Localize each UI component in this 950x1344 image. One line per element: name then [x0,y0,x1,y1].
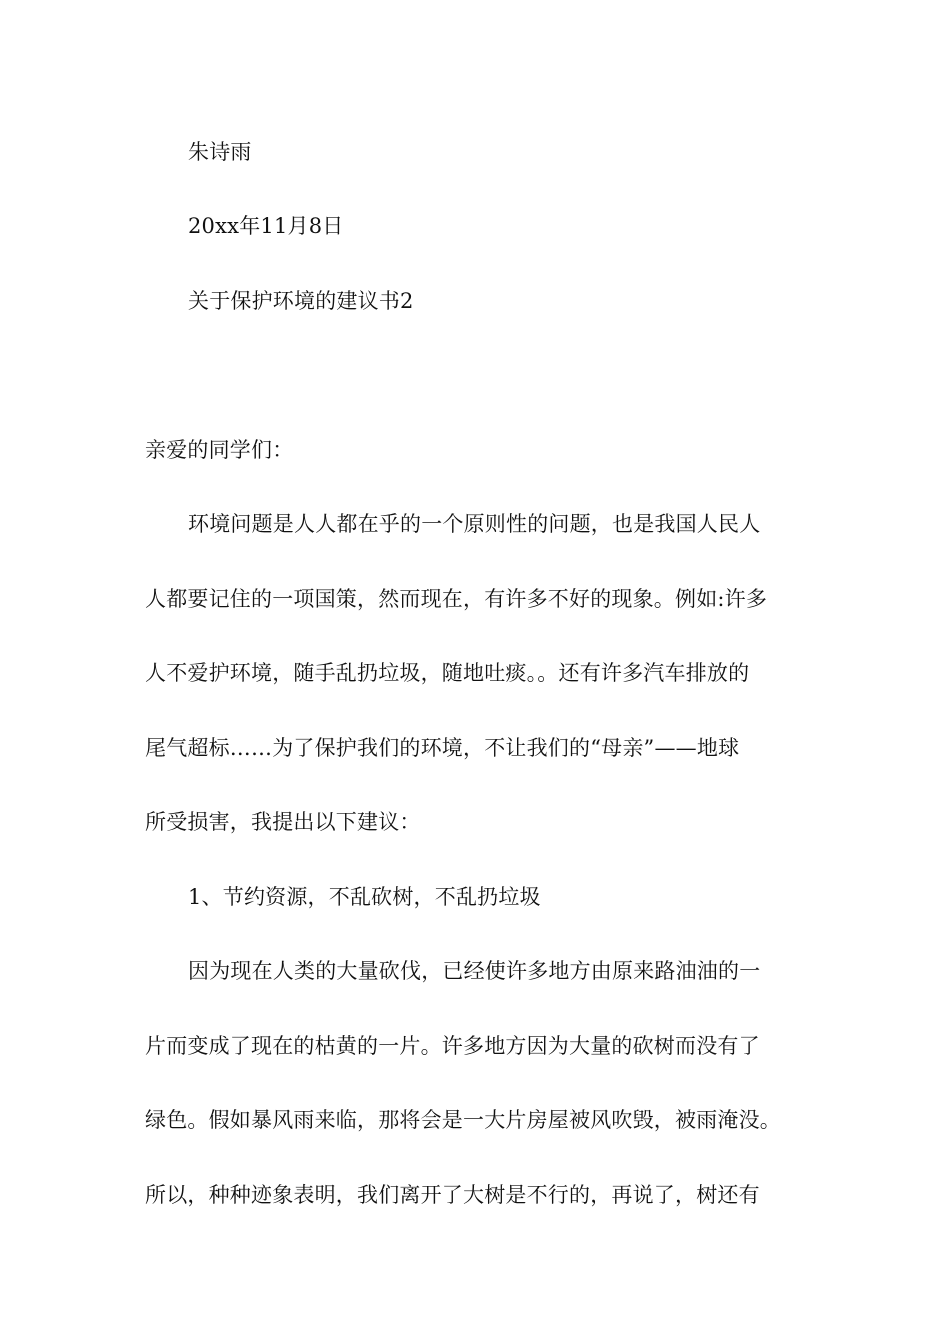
paragraph-line: 尾气超标……为了保护我们的环境，不让我们的“母亲”——地球 [145,736,740,760]
paragraph-line: 绿色。假如暴风雨来临，那将会是一大片房屋被风吹毁，被雨淹没。 [145,1108,781,1132]
signature-name: 朱诗雨 [188,140,252,164]
paragraph-line: 所受损害，我提出以下建议： [145,810,421,834]
paragraph-line: 片而变成了现在的枯黄的一片。许多地方因为大量的砍树而没有了 [145,1034,760,1058]
paragraph-line: 人不爱护环境，随手乱扔垃圾，随地吐痰。。还有许多汽车排放的 [145,661,750,685]
document-heading: 关于保护环境的建议书2 [188,289,414,313]
paragraph-line: 人都要记住的一项国策，然而现在，有许多不好的现象。例如:许多 [145,587,768,611]
paragraph-line: 环境问题是人人都在乎的一个原则性的问题，也是我国人民人 [188,512,761,536]
paragraph-line: 所以，种种迹象表明，我们离开了大树是不行的，再说了，树还有 [145,1183,760,1207]
salutation: 亲爱的同学们： [145,438,294,462]
suggestion-heading: 1、节约资源，不乱砍树，不乱扔垃圾 [188,885,541,909]
paragraph-line: 因为现在人类的大量砍伐，已经使许多地方由原来路油油的一 [188,959,761,983]
signature-date: 20xx年11月8日 [188,214,344,238]
